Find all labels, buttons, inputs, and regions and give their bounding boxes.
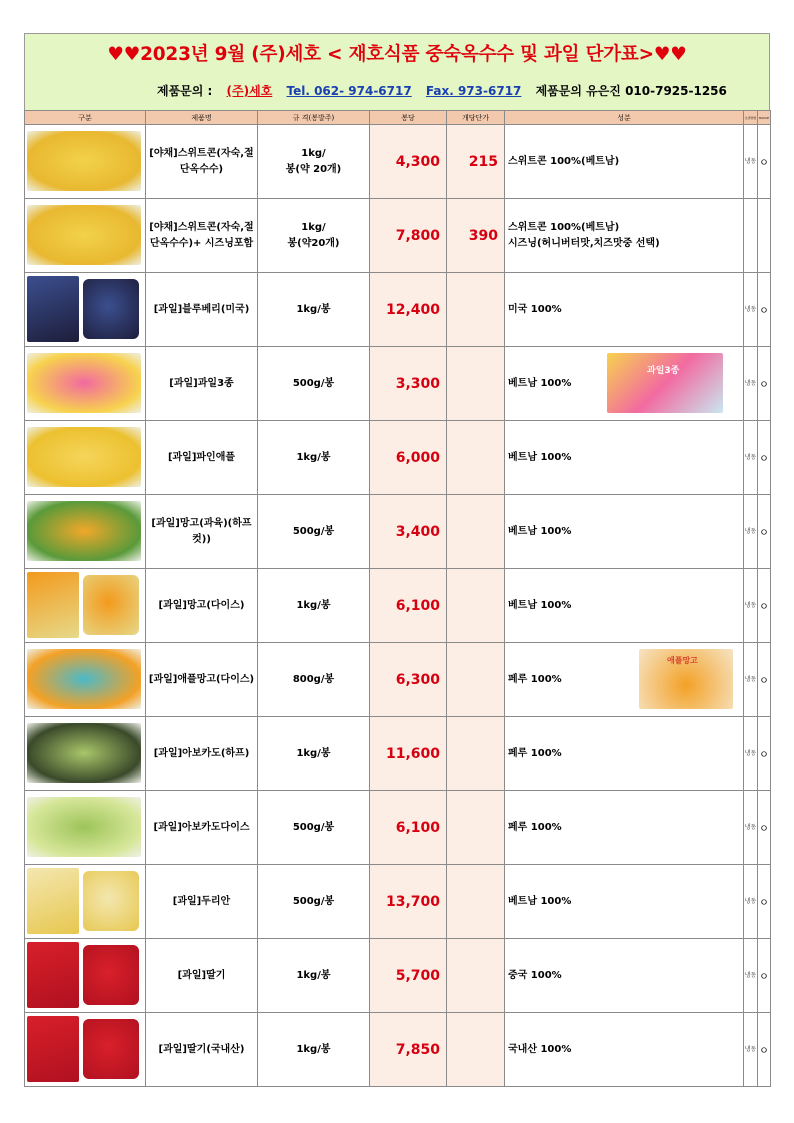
storage-method: 냉동 [744, 273, 758, 347]
product-photo [27, 276, 79, 342]
composition [505, 717, 744, 791]
price-table [24, 110, 771, 1087]
composition [505, 569, 744, 643]
contact-line [157, 82, 737, 99]
price-per-bag: 12,400 [370, 273, 447, 347]
product-photo [27, 205, 141, 265]
product-photo [27, 868, 79, 934]
col-category: 구분 [25, 111, 146, 125]
price-per-bag: 6,100 [370, 791, 447, 865]
col-product: 제품명 [146, 111, 258, 125]
product-spec: 1kg/봉 [258, 569, 370, 643]
haccp-mark: ㅇ [758, 865, 771, 939]
haccp-mark: ㅇ [758, 791, 771, 865]
storage-method: 냉동 [744, 643, 758, 717]
storage-method: 냉동 [744, 125, 758, 199]
unit-price [447, 495, 505, 569]
composition-text: 베트남 100% [508, 377, 572, 389]
haccp-mark [758, 199, 771, 273]
price-per-bag: 7,800 [370, 199, 447, 273]
product-photo [83, 1019, 139, 1079]
haccp-mark: ㅇ [758, 273, 771, 347]
composition-text: 베트남 100% [508, 525, 572, 537]
apple-mango-photo [639, 649, 733, 709]
product-photo [27, 427, 141, 487]
product-spec: 500g/봉 [258, 495, 370, 569]
company-name: (주)세호 [226, 84, 273, 98]
price-per-bag: 4,300 [370, 125, 447, 199]
storage-method: 냉동 [744, 421, 758, 495]
product-spec: 1kg/봉 [258, 939, 370, 1013]
table-row [25, 347, 771, 421]
product-image-cell [25, 347, 146, 421]
product-spec: 1kg/ 봉(약 20개) [258, 125, 370, 199]
unit-price [447, 643, 505, 717]
col-spec: 규 격(봉발주) [258, 111, 370, 125]
product-photo [27, 942, 79, 1008]
product-image-cell [25, 865, 146, 939]
product-photo [27, 723, 141, 783]
product-spec: 500g/봉 [258, 791, 370, 865]
storage-method: 냉동 [744, 939, 758, 1013]
product-image-cell [25, 569, 146, 643]
product-image-cell [25, 273, 146, 347]
page-title: ♥♥2023년 9월 (주)세호 < 재호식품 중숙옥수수 및 과일 단가표>♥♥ [107, 44, 687, 65]
contact-label: 제품문의 : [157, 84, 213, 98]
haccp-mark: ㅇ [758, 717, 771, 791]
product-photo [27, 353, 141, 413]
haccp-mark: ㅇ [758, 347, 771, 421]
storage-method: 냉동 [744, 495, 758, 569]
col-price: 봉당 [370, 111, 447, 125]
storage-method: 냉동 [744, 865, 758, 939]
product-name: [과일]딸기 [146, 939, 258, 1013]
col-composition: 성분 [505, 111, 744, 125]
price-per-bag: 5,700 [370, 939, 447, 1013]
composition [505, 643, 744, 717]
composition-text: 페루 100% [508, 673, 562, 685]
product-name: [과일]파인애플 [146, 421, 258, 495]
product-name: [과일]블루베리(미국) [146, 273, 258, 347]
product-photo [83, 279, 139, 339]
col-storage: 보관방법 [744, 111, 758, 125]
unit-price [447, 347, 505, 421]
unit-price [447, 791, 505, 865]
product-image-cell [25, 125, 146, 199]
table-row [25, 273, 771, 347]
product-image-cell [25, 791, 146, 865]
product-photo [27, 131, 141, 191]
haccp-mark: ㅇ [758, 421, 771, 495]
product-name: [과일]딸기(국내산) [146, 1013, 258, 1087]
composition-text: 스위트콘 100%(베트남) [508, 155, 620, 167]
storage-method: 냉동 [744, 1013, 758, 1087]
product-name: [과일]과일3종 [146, 347, 258, 421]
table-row [25, 939, 771, 1013]
table-row [25, 1013, 771, 1087]
product-photo [27, 797, 141, 857]
unit-price [447, 939, 505, 1013]
haccp-mark: ㅇ [758, 1013, 771, 1087]
product-image-cell [25, 643, 146, 717]
product-spec: 1kg/봉 [258, 1013, 370, 1087]
product-name: [야채]스위트콘(자숙,절단옥수수)+ 시즈닝포함 [146, 199, 258, 273]
apple-mango-label: 애플망고 [667, 656, 698, 665]
composition-text: 페루 100% [508, 821, 562, 833]
haccp-mark: ㅇ [758, 643, 771, 717]
haccp-mark: ㅇ [758, 939, 771, 1013]
product-photo [27, 1016, 79, 1082]
product-image-cell [25, 1013, 146, 1087]
product-photo [83, 871, 139, 931]
price-per-bag: 3,300 [370, 347, 447, 421]
composition [505, 865, 744, 939]
price-per-bag: 7,850 [370, 1013, 447, 1087]
composition-text: 미국 100% [508, 303, 562, 315]
product-spec: 1kg/봉 [258, 421, 370, 495]
composition [505, 939, 744, 1013]
unit-price [447, 717, 505, 791]
product-image-cell [25, 421, 146, 495]
storage-method: 냉동 [744, 347, 758, 421]
composition [505, 421, 744, 495]
storage-method: 냉동 [744, 717, 758, 791]
storage-method: 냉동 [744, 569, 758, 643]
table-row [25, 717, 771, 791]
composition-text: 스위트콘 100%(베트남) 시즈닝(허니버터맛,치즈맛중 선택) [508, 221, 660, 249]
composition [505, 495, 744, 569]
table-header [25, 111, 771, 125]
unit-price [447, 569, 505, 643]
composition-text: 베트남 100% [508, 451, 572, 463]
header-banner [24, 33, 770, 110]
product-name: [과일]망고(과육)(하프컷)) [146, 495, 258, 569]
haccp-mark: ㅇ [758, 125, 771, 199]
product-photo [27, 649, 141, 709]
product-name: [과일]아보카도다이스 [146, 791, 258, 865]
product-photo [83, 945, 139, 1005]
product-photo [83, 575, 139, 635]
table-row [25, 791, 771, 865]
haccp-mark: ㅇ [758, 495, 771, 569]
product-image-cell [25, 495, 146, 569]
unit-price [447, 421, 505, 495]
product-name: [야채]스위트콘(자숙,절단옥수수) [146, 125, 258, 199]
table-row [25, 421, 771, 495]
composition [505, 273, 744, 347]
product-name: [과일]아보카도(하프) [146, 717, 258, 791]
col-haccp: HACCP [758, 111, 771, 125]
price-sheet [24, 33, 770, 1087]
price-per-bag: 3,400 [370, 495, 447, 569]
fruit-mix-label: 과일3종 [647, 366, 680, 376]
tel-link[interactable]: Tel. 062- 974-6717 [286, 84, 412, 98]
haccp-mark: ㅇ [758, 569, 771, 643]
unit-price: 390 [447, 199, 505, 273]
composition [505, 1013, 744, 1087]
composition-text: 페루 100% [508, 747, 562, 759]
composition [505, 125, 744, 199]
product-image-cell [25, 199, 146, 273]
contact-person: 제품문의 유은진 010-7925-1256 [535, 84, 727, 98]
product-image-cell [25, 717, 146, 791]
product-name: [과일]두리안 [146, 865, 258, 939]
unit-price [447, 273, 505, 347]
unit-price: 215 [447, 125, 505, 199]
table-row [25, 569, 771, 643]
fax-link[interactable]: Fax. 973-6717 [425, 84, 522, 98]
composition-text: 베트남 100% [508, 895, 572, 907]
unit-price [447, 865, 505, 939]
table-row [25, 865, 771, 939]
price-per-bag: 6,300 [370, 643, 447, 717]
product-spec: 500g/봉 [258, 865, 370, 939]
table-row [25, 495, 771, 569]
composition [505, 199, 744, 273]
composition [505, 347, 744, 421]
composition [505, 791, 744, 865]
product-spec: 500g/봉 [258, 347, 370, 421]
table-row [25, 125, 771, 199]
storage-method: 냉동 [744, 791, 758, 865]
price-per-bag: 6,100 [370, 569, 447, 643]
product-photo [27, 572, 79, 638]
unit-price [447, 1013, 505, 1087]
price-per-bag: 13,700 [370, 865, 447, 939]
product-spec: 1kg/봉 [258, 273, 370, 347]
composition-text: 중국 100% [508, 969, 562, 981]
price-per-bag: 6,000 [370, 421, 447, 495]
product-spec: 800g/봉 [258, 643, 370, 717]
product-image-cell [25, 939, 146, 1013]
table-row [25, 643, 771, 717]
composition-text: 국내산 100% [508, 1043, 572, 1055]
col-unit-price: 개당단가 [447, 111, 505, 125]
product-name: [과일]애플망고(다이스) [146, 643, 258, 717]
table-row [25, 199, 771, 273]
composition-text: 베트남 100% [508, 599, 572, 611]
product-spec: 1kg/ 봉(약20개) [258, 199, 370, 273]
price-per-bag: 11,600 [370, 717, 447, 791]
fruit-mix-photo [607, 353, 723, 413]
product-photo [27, 501, 141, 561]
storage-method [744, 199, 758, 273]
product-spec: 1kg/봉 [258, 717, 370, 791]
product-name: [과일]망고(다이스) [146, 569, 258, 643]
